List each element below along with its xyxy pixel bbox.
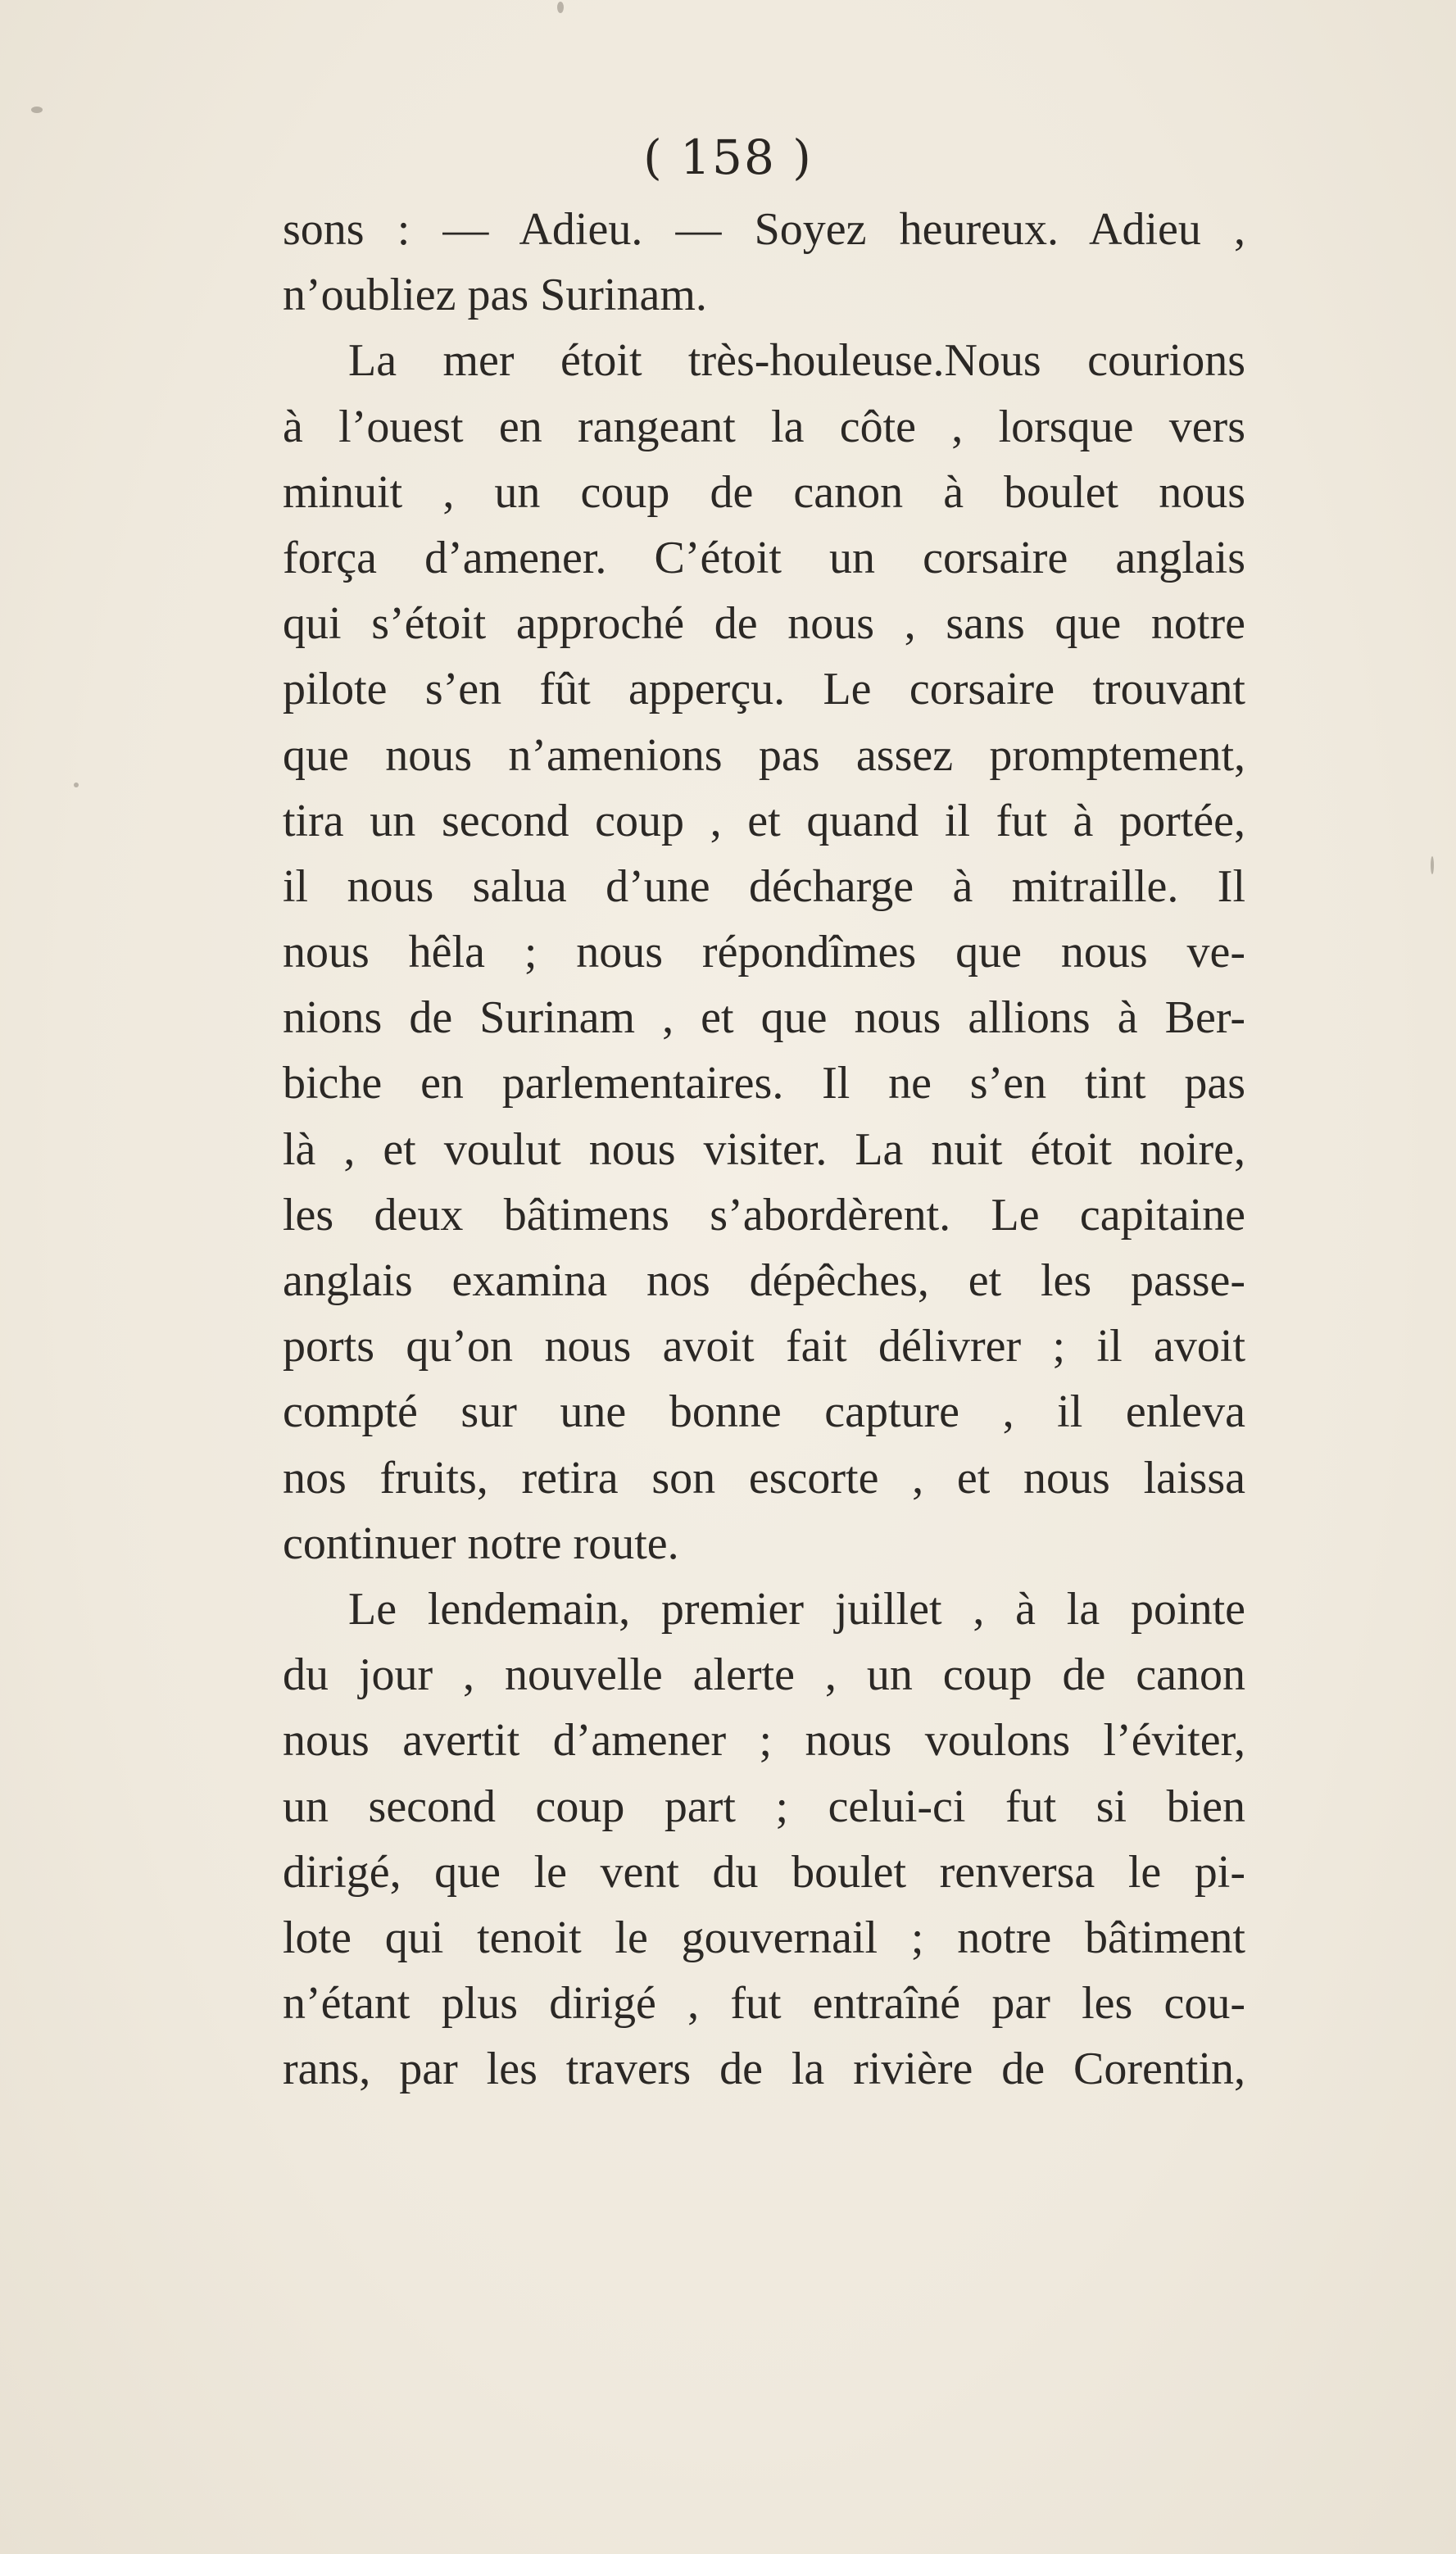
text-line: anglais examina nos dépêches, et les passe- xyxy=(283,1255,1245,1306)
body-text xyxy=(283,197,1245,2102)
text-line: biche en parlementaires. Il ne s’en tint pas xyxy=(283,1058,1245,1109)
text-line: il nous salua d’une décharge à mitraille. Il xyxy=(283,860,1245,912)
text-line: Le lendemain, premier juillet , à la pointe xyxy=(348,1583,1245,1635)
text-line: nous hêla ; nous répondîmes que nous ve- xyxy=(283,927,1245,978)
page-number: ( 158 ) xyxy=(643,129,813,185)
paper-speck xyxy=(31,107,43,113)
text-line: dirigé, que le vent du boulet renversa le pi- xyxy=(283,1846,1245,1898)
text-line: que nous n’amenions pas assez promptement, xyxy=(283,729,1245,781)
text-line: compté sur une bonne capture , il enleva xyxy=(283,1386,1245,1438)
text-line: La mer étoit très-houleuse.Nous courions xyxy=(348,335,1245,387)
text-line: un second coup part ; celui-ci fut si bien xyxy=(283,1781,1245,1832)
text-line: nous avertit d’amener ; nous voulons l’éviter, xyxy=(283,1715,1245,1767)
paper-speck xyxy=(557,2,564,13)
text-line: pilote s’en fût apperçu. Le corsaire trouvant xyxy=(283,664,1245,715)
text-line: du jour , nouvelle alerte , un coup de canon xyxy=(283,1649,1245,1701)
text-line: ports qu’on nous avoit fait délivrer ; il avoit xyxy=(283,1321,1245,1372)
text-line: sons : — Adieu. — Soyez heureux. Adieu , xyxy=(283,204,1245,255)
paper-speck xyxy=(74,783,79,787)
text-line: nions de Surinam , et que nous allions à Ber- xyxy=(283,992,1245,1044)
text-line: qui s’étoit approché de nous , sans que notre xyxy=(283,598,1245,650)
text-line: à l’ouest en rangeant la côte , lorsque vers xyxy=(283,401,1245,452)
text-line: les deux bâtimens s’abordèrent. Le capitaine xyxy=(283,1189,1245,1241)
text-line: rans, par les travers de la rivière de Corentin, xyxy=(283,2044,1245,2095)
text-line: là , et voulut nous visiter. La nuit étoit noire, xyxy=(283,1123,1245,1175)
text-line: nos fruits, retira son escorte , et nous laissa xyxy=(283,1452,1245,1504)
text-line: minuit , un coup de canon à boulet nous xyxy=(283,466,1245,518)
text-line: lote qui tenoit le gouvernail ; notre bâtiment xyxy=(283,1912,1245,1963)
text-line: tira un second coup , et quand il fut à portée, xyxy=(283,795,1245,846)
text-line: continuer notre route. xyxy=(283,1517,679,1569)
text-line: n’oubliez pas Surinam. xyxy=(283,270,707,321)
paper-speck xyxy=(1431,856,1434,874)
text-line: n’étant plus dirigé , fut entraîné par les cou- xyxy=(283,1978,1245,2030)
text-line: força d’amener. C’étoit un corsaire anglais xyxy=(283,532,1245,583)
